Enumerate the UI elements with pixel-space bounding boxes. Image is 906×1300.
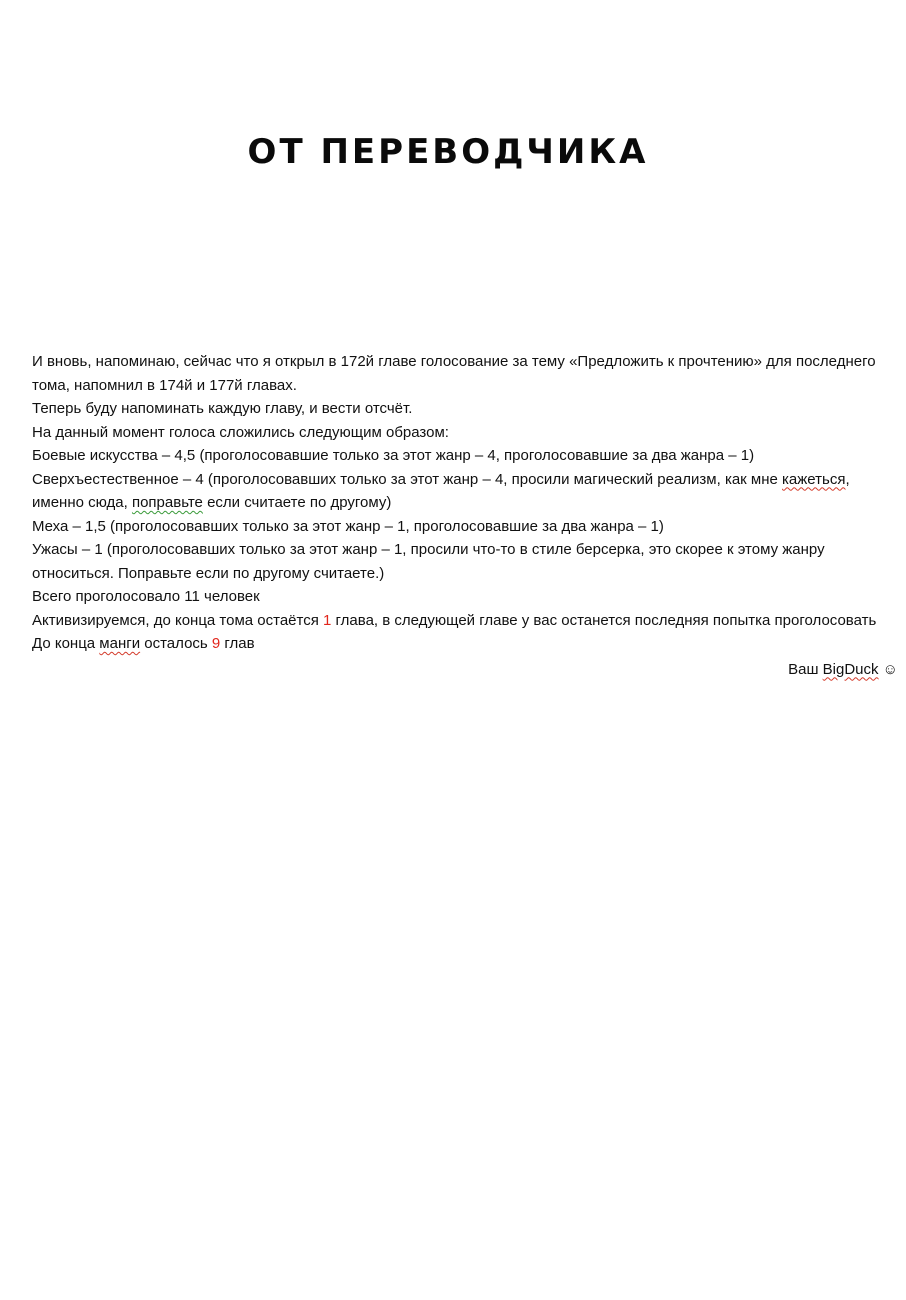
note-line: Меха – 1,5 (проголосовавших только за этот жанр – 1, проголосовавшие за два жанра – 1)	[32, 517, 664, 535]
smiley-icon: ☺	[878, 660, 898, 678]
note-line: Всего проголосовало 11 человек	[32, 588, 260, 605]
note-line: относиться. Поправьте если по другому считаете.)	[32, 564, 385, 582]
note-line: Теперь буду напоминать каждую главу, и вести отсчёт.	[32, 400, 413, 417]
note-line: тома, напомнил в 174й и 177й главах.	[32, 376, 297, 394]
note-text: именно сюда,	[32, 494, 132, 511]
note-line	[32, 491, 898, 515]
note-text: Сверхъестественное – 4 (проголосовавших только за этот жанр – 4, просили магический реализм, как мне	[32, 470, 783, 488]
signature-name[interactable]: BigDuck	[822, 660, 879, 678]
spellcheck-word[interactable]: манги	[99, 635, 141, 652]
note-line	[32, 609, 898, 633]
note-line	[32, 468, 898, 492]
chapters-left-manga: 9	[211, 635, 221, 652]
signature	[32, 656, 898, 682]
note-line: Ужасы – 1 (проголосовавших только за этот жанр – 1, просили что-то в стиле берсерка, это скорее к этому жанру	[32, 541, 825, 558]
note-line: На данный момент голоса сложились следующим образом:	[32, 423, 449, 441]
note-text: осталось	[140, 635, 212, 652]
note-text: если считаете по другому)	[202, 494, 392, 511]
spellcheck-word[interactable]: кажеться	[782, 470, 846, 488]
chapters-left-volume: 1	[323, 611, 332, 629]
note-line: И вновь, напоминаю, сейчас что я открыл в 172й главе голосование за тему «Предложить к прочтению» для последнего	[32, 353, 876, 370]
note-line: Боевые искусства – 4,5 (проголосовавшие только за этот жанр – 4, проголосовавшие за два жанра – 1)	[32, 447, 755, 464]
signature-prefix: Ваш	[788, 660, 823, 678]
grammar-check-word[interactable]: поправьте	[131, 494, 203, 511]
note-text: ,	[845, 470, 850, 488]
page-title: ОТ ПЕРЕВОДЧИКА	[247, 132, 649, 172]
translator-note	[32, 350, 898, 681]
note-text: Активизируемся, до конца тома остаётся	[32, 611, 324, 629]
note-text: глава, в следующей главе у вас останется последняя попытка проголосовать	[331, 611, 877, 629]
note-text: До конца	[32, 635, 100, 652]
note-line	[32, 632, 898, 656]
note-text: глав	[220, 635, 255, 652]
